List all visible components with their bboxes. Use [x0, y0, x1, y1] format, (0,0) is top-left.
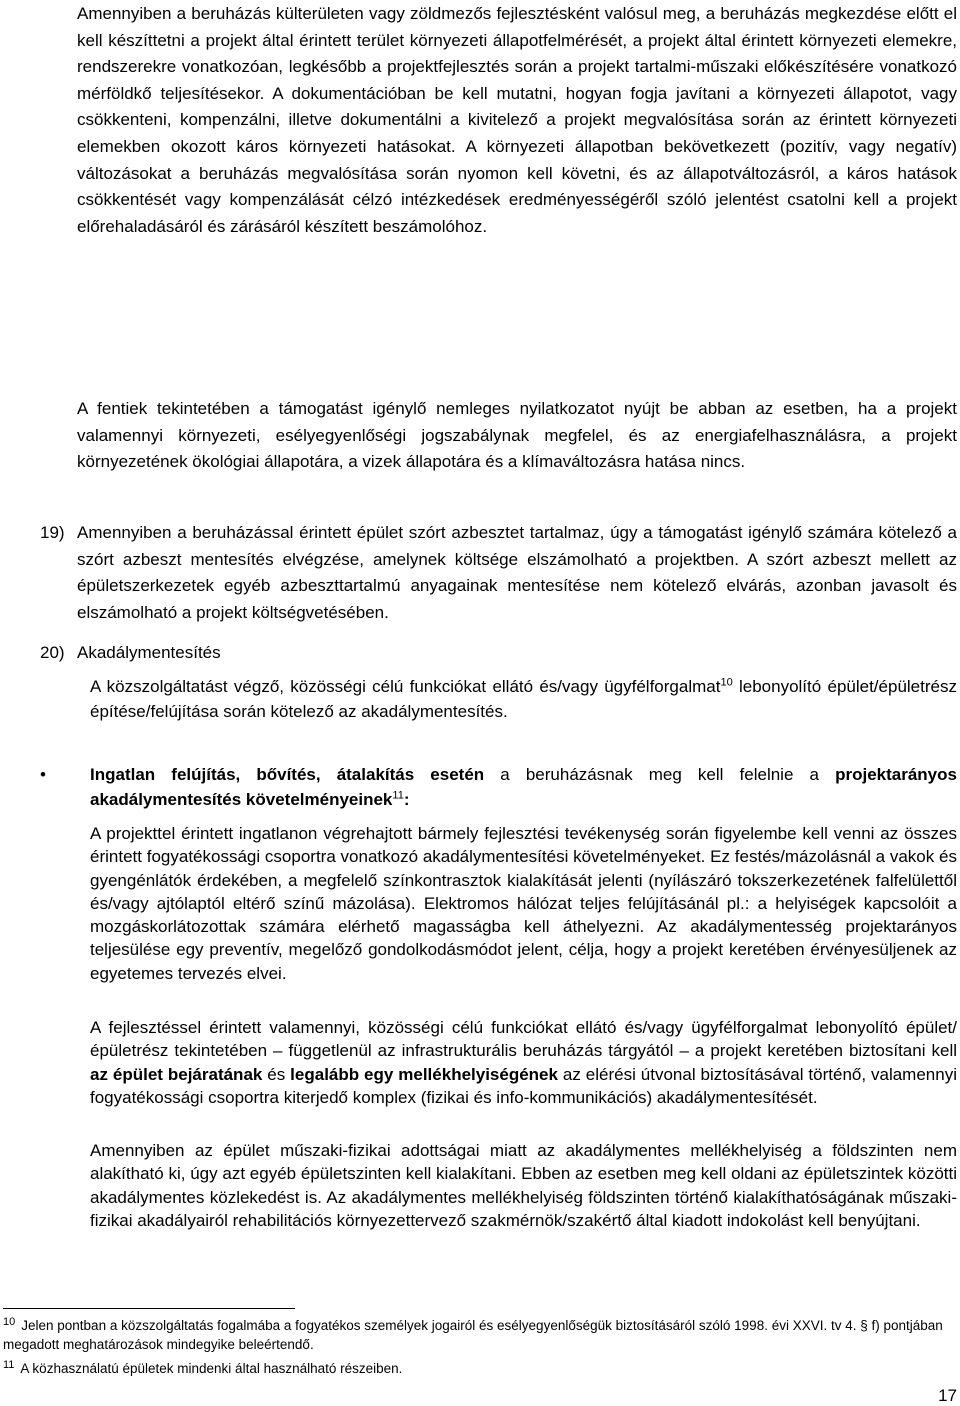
bullet-bold-b: projektarányos akadálymentesítés követelményeinek: [90, 765, 957, 809]
bp2-bold-restroom: legalább egy mellékhelyiségének: [290, 1064, 558, 1084]
footnote-number: 10: [3, 1315, 16, 1328]
bullet-text: [90, 763, 957, 812]
accessibility-text-a: A közszolgáltatást végző, közösségi célú funkciókat ellátó és/vagy ügyfélforgalmat: [90, 677, 721, 696]
bullet-text-mid: a beruházásnak meg kell felelnie a: [500, 765, 819, 784]
paragraph-restroom-location: Amennyiben az épület műszaki-fizikai adottságai miatt az akadálymentes mellékhelyiség a földszinten nem alakítható ki, úgy azt egyéb épületszinten kell kialakítani. Ebben az esetben meg kell oldani az épületszintek közötti akadálymentes közlekedést is. Az akadálymentes mellékhelyiség földszinten történő kialakíthatóságának műszaki-fizikai akadályairól rehabilitációs környezettervező szakmérnök/szakértő által kiadott indokolást kell benyújtani.: [90, 1141, 957, 1230]
footnote-ref-11[interactable]: 11: [392, 788, 404, 801]
footnote-text: A közhasználatú épületek mindenki által használható részeiben.: [20, 1361, 403, 1376]
list-item-text: Amennyiben a beruházással érintett épület szórt azbesztet tartalmaz, úgy a támogatást igénylő számára kötelező a szórt azbeszt mentesítés elvégzése, amelynek költsége elszámolható a projektben. A szórt azbeszt mellett az épületszerkezetek egyéb azbeszttartalmú anyagainak mentesítése nem kötelező elvárás, azonban javasolt és elszámolható a projekt költségvetésében.: [77, 523, 957, 622]
accessibility-requirement-text: [90, 675, 957, 724]
bp2-text-mid: és: [267, 1064, 286, 1084]
list-item-number: 20): [40, 643, 65, 662]
paragraph-negative-declaration: A fentiek tekintetében a támogatást igénylő nemleges nyilatkozatot nyújt be abban az esetben, ha a projekt valamennyi környezeti, esélyegyenlőségi jogszabálynak megfelel, és az energiafelhasználásra, a projekt környezetének ökológiai állapotára, a vizek állapotára és a klímaváltozásra hatása nincs.: [77, 399, 957, 472]
bp2-bold-entrance: az épület bejáratának: [90, 1064, 263, 1084]
bp2-text-b: az elérési útvonal biztosításával történő, valamennyi fogyatékossági csoportra kiterjedő komplex (fizikai és info-kommunikációs) akadálymentesítését.: [90, 1064, 957, 1107]
list-item-title: Akadálymentesítés: [77, 643, 221, 662]
accessibility-text-b: lebonyolító épület/épületrész építése/felújítása során kötelező az akadálymentesítés.: [90, 677, 957, 721]
paragraph-environmental-assessment: Amennyiben a beruházás külterületen vagy zöldmezős fejlesztésként valósul meg, a beruházás megkezdése előtt el kell készíttetni a projekt által érintett terület környezeti állapotfelmérését, a projekt által érintett környezeti elemekre, rendszerekre vonatkozóan, legkésőbb a projektfejlesztés során a projekt tartalmi-műszaki előkészítésére vonatkozó mérföldkő teljesítésekor. A dokumentációban be kell mutatni, hogyan fogja javítani a környezeti állapotot, vagy csökkenteni, kompenzálni, illetve dokumentálni a kivitelező a projekt megvalósítása során az érintett környezeti elemekben okozott káros környezeti hatásokat. A környezeti állapotban bekövetkezett (pozitív, vagy negatív) változásokat a beruházás megvalósítása során nyomon kell követni, és az állapotváltozásról, a káros hatások csökkentését vagy kompenzálását célzó intézkedések eredményességéről szóló jelentést csatolni kell a projekt előrehaladásáról és zárásáról készített beszámolóhoz.: [77, 4, 957, 236]
footnote-text: Jelen pontban a közszolgáltatás fogalmába a fogyatékos személyek jogairól és esélyegyenlőségük biztosításáról szóló 1998. évi XXVI. tv 4. § f) pontjában megadott meghatározások mindegyike beleértendő.: [3, 1318, 943, 1352]
bullet-colon: :: [403, 789, 410, 809]
bp2-text-a: A fejlesztéssel érintett valamennyi, közösségi célú funkciókat ellátó és/vagy ügyfélforgalmat lebonyolító épület/épületrész tekintetében – függetlenül az infrastrukturális beruházás tárgyától – a projekt keretében biztosítani kell: [90, 1018, 957, 1061]
footnote-11: [3, 1359, 953, 1378]
paragraph-accessibility-requirements: A projekttel érintett ingatlanon végrehajtott bármely fejlesztési tevékenység során figyelembe kell venni az összes érintett fogyatékossági csoportra vonatkozó akadálymentesítési követelményeket. Ez festés/mázolásnál a vakok és gyengénlátók érdekében, a megfelelő színkontrasztok kialakítását jelenti (nyílászáró tokszerkezetének falfelülettől és/vagy ajtólaptól eltérő színű mázolása). Elektromos hálózat teljes felújításánál pl.: a helyiségek kapcsolóit a mozgáskorlátozottak számára elérhető magasságba kell áthelyezni. Az akadálymentesség projektarányos teljesülése egy preventív, megelőző gondolkodásmódot jelent, célja, hogy a projekt keretében érvényesüljenek az egyetemes tervezés elvei.: [90, 824, 957, 983]
paragraph-entrance-restroom: [90, 1016, 957, 1109]
footnote-number: 11: [3, 1358, 15, 1371]
footnote-10: [3, 1316, 953, 1354]
bullet-bold-a: Ingatlan felújítás, bővítés, átalakítás esetén: [90, 765, 485, 784]
list-item-number: 19): [40, 523, 65, 542]
page-number: 17: [938, 1386, 957, 1405]
bullet-icon: •: [40, 765, 46, 784]
footnote-divider: [3, 1308, 295, 1309]
footnote-ref-10[interactable]: 10: [720, 676, 733, 689]
